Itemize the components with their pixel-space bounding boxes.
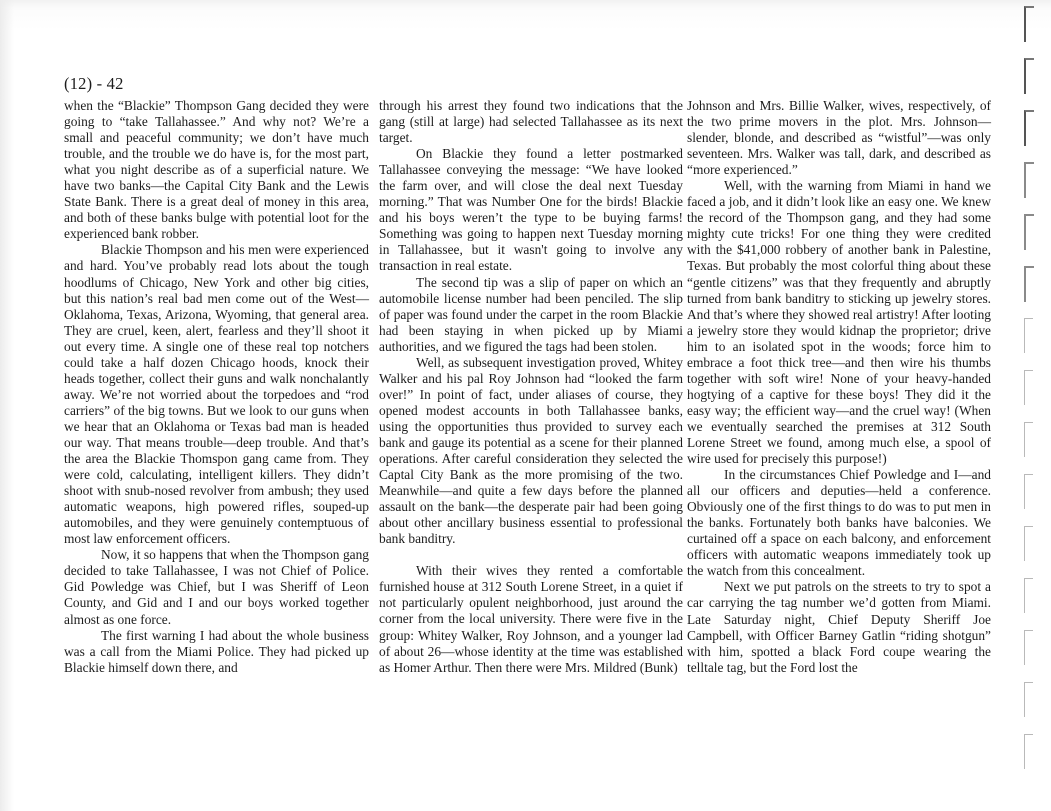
paragraph: when the “Blackie” Thompson Gang decided they were going to “take Tallahassee.” And why not? We’re a small and peaceful community; we don’t have much trouble, and the trouble we do have is, for the most part, what you night describe as of a superficial nature. We have two banks—the Capital City Bank and the Lewis State Bank. There is a great deal of money in this area, and both of these banks bulge with potential loot for the experienced bank robber.: [64, 98, 369, 242]
binding-bracket-icon: [1024, 474, 1033, 509]
paragraph: The first warning I had about the whole business was a call from the Miami Police. They had picked up Blackie himself down there, and: [64, 627, 369, 675]
paragraph: In the circumstances Chief Powledge and I—and all our officers and deputies—held a conference. Obviously one of the first things to do was to put men in the banks. Fortunately both banks have balconies. We curtained off a space on each balcony, and enforcement officers with automatic weapons immediately took up the watch from this concealment.: [687, 467, 991, 579]
binding-bracket-icon: [1024, 734, 1033, 769]
binding-bracket-icon: [1024, 630, 1033, 665]
paragraph: Next we put patrols on the streets to try to spot a car carrying the tag number we’d gotten from Miami. Late Saturday night, Chief Deputy Sheriff Joe Campbell, with Officer Barney Gatlin “riding shotgun” with him, spotted a black Ford coupe wearing the telltale tag, but the Ford lost the: [687, 579, 991, 675]
paragraph: Johnson and Mrs. Billie Walker, wives, respectively, of the two prime movers in the plot. Mrs. Johnson—slender, blonde, and described as “wistful”—was only seventeen. Mrs. Walker was tall, dark, and described as “more experienced.”: [687, 98, 991, 178]
binding-bracket-icon: [1024, 422, 1033, 457]
paragraph: On Blackie they found a letter postmarked Tallahassee conveying the message: “We have looked the farm over, and will close the deal next Tuesday morning.” That was Number One for the birds! Blackie and his boys weren’t the type to be buying farms! Something was going to happen next Tuesday morning in Tallahassee, but it wasn't going to involve any transaction in real estate.: [379, 146, 683, 274]
binding-bracket-icon: [1024, 110, 1034, 146]
binding-bracket-icon: [1024, 266, 1034, 302]
binding-bracket-icon: [1024, 162, 1034, 198]
paragraph: Now, it so happens that when the Thompson gang decided to take Tallahassee, I was not Chief of Police. Gid Powledge was Chief, but I was Sheriff of Leon County, and Gid and I and our boys worked together almost as one force.: [64, 547, 369, 627]
binding-bracket-icon: [1024, 318, 1033, 353]
paragraph: Well, as subsequent investigation proved, Whitey Walker and his pal Roy Johnson had “looked the farm over!” In point of fact, under aliases of course, they opened modest accounts in both Tallahassee banks, using the opportunities thus provided to survey each bank and gauge its potential as a scene for their planned operations. After careful consideration they selected the Captal City Bank as the more promising of the two. Meanwhile—and quite a few days before the planned assault on the bank—the desperate pair had been going about other ancillary business essential to professional bank banditry.: [379, 354, 683, 547]
text-column-3: [687, 98, 991, 676]
scan-edge-shadow: [0, 0, 14, 811]
binding-bracket-icon: [1024, 6, 1034, 42]
paragraph: through his arrest they found two indications that the gang (still at large) had selected Tallahassee as its next target.: [379, 98, 683, 146]
binding-bracket-icon: [1024, 214, 1034, 250]
text-column-1: [64, 98, 369, 676]
text-column-2: [379, 98, 683, 676]
paragraph: Well, with the warning from Miami in hand we faced a job, and it didn’t look like an easy one. We knew the record of the Thompson gang, and they had some mighty cute tricks! For one thing they were credited with the $41,000 robbery of another bank in Palestine, Texas. But probably the most colorful thing about these “gentle citizens” was that they frequently and abruptly turned from bank banditry to sticking up jewelry stores. And that’s where they showed real artistry! After looting a jewelry store they would kidnap the proprietor; drive him to an isolated spot in the woods; force him to embrace a foot thick tree—and then wire his thumbs together with soft wire! None of your heavy-handed hogtying of a captive for these boys! They did it the easy way; the efficient way—and the cruel way! (When we eventually searched the premises at 312 South Lorene Street we found, among much else, a spool of wire used for precisely this purpose!): [687, 178, 991, 467]
paragraph: The second tip was a slip of paper on which an automobile license number had been penciled. The slip of paper was found under the carpet in the room Blackie had been staying in when picked up by Miami authorities, and we figured the tags had been stolen.: [379, 274, 683, 354]
binding-bracket-icon: [1024, 58, 1034, 94]
binding-bracket-icon: [1024, 370, 1033, 405]
binding-bracket-icon: [1024, 578, 1033, 613]
binding-bracket-icon: [1024, 526, 1033, 561]
page-number: (12) - 42: [64, 74, 124, 93]
binding-bracket-icon: [1024, 682, 1033, 717]
paragraph: With their wives they rented a comfortable furnished house at 312 South Lorene Street, in a quiet if not particularly opulent neighborhood, just around the corner from the local university. There were five in the group: Whitey Walker, Roy Johnson, and a younger lad of about 26—whose identity at the time was established as Homer Arthur. Then there were Mrs. Mildred (Bunk): [379, 563, 683, 675]
spiral-binding-marks: [1024, 0, 1044, 811]
paragraph: Blackie Thompson and his men were experienced and hard. You’ve probably read lots about the tough hoodlums of Chicago, New York and other big cities, but this nation’s real bad men come out of the West—Oklahoma, Texas, Arizona, Wyoming, that general area. They are cruel, keen, alert, fearless and they’ll shoot it out every time. A single one of these real top notchers could take a half dozen Chicago hoods, knock their heads together, collect their guns and walk nonchalantly away. We’re not worried about the torpedoes and “rod carriers” of the big towns. But we look to our guns when we hear that an Oklahoma or Texas bad man is headed our way. That means trouble—deep trouble. And that’s the area the Blackie Thomspon gang came from. They were cold, calculating, intelligent killers. They didn’t shoot with snub-nosed revolver from ambush; they used automatic weapons, high powered rifles, souped-up automobiles, and they were genuinely contemptuous of most law enforcement officers.: [64, 242, 369, 547]
